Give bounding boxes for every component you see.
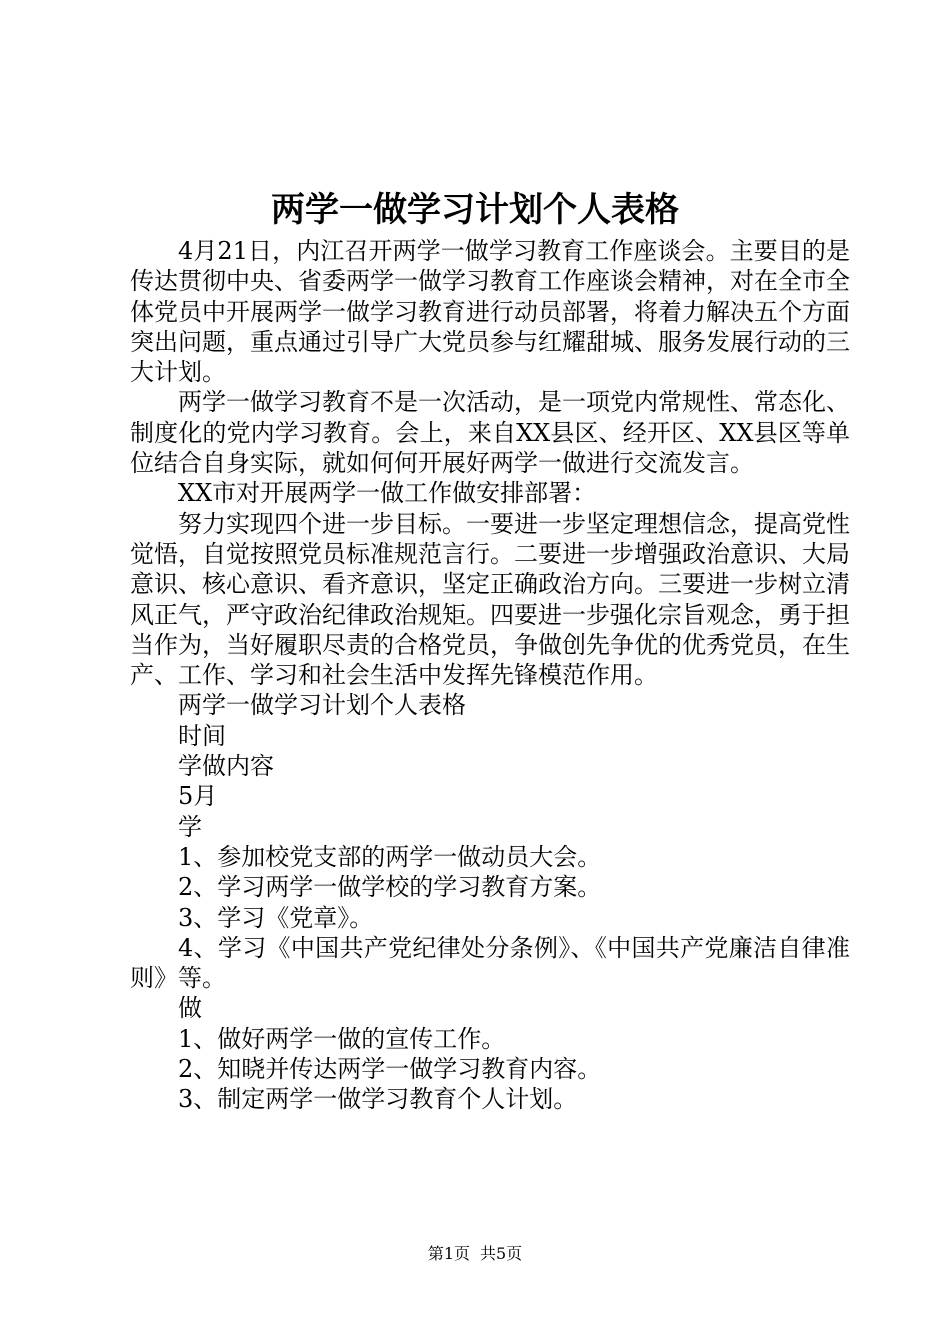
study-item: 4、学习《中国共产党纪律处分条例》、《中国共产党廉洁自律准则》等。 (130, 933, 850, 993)
do-item: 3、制定两学一做学习教育个人计划。 (178, 1085, 578, 1114)
do-label: 做 (178, 994, 202, 1023)
paragraph-goals: 努力实现四个进一步目标。一要进一步坚定理想信念，提高党性觉悟，自觉按照党员标准规范言行。二要进一步增强政治意识、大局意识、核心意识、看齐意识，坚定正确政治方向。三要进一步树立清风正气，严守政治纪律政治规矩。四要进一步强化宗旨观念，勇于担当作为，当好履职尽责的合格党员，争做创先争优的优秀党员，在生产、工作、学习和社会生活中发挥先锋模范作用。 (130, 509, 850, 690)
page-number: 第1页 (427, 1244, 470, 1263)
header-time: 时间 (178, 721, 226, 750)
study-item: 3、学习《党章》。 (178, 903, 374, 932)
do-item: 2、知晓并传达两学一做学习教育内容。 (178, 1055, 602, 1084)
table-title: 两学一做学习计划个人表格 (178, 691, 466, 720)
study-label: 学 (178, 812, 202, 841)
paragraph-meeting: 4月21日，内江召开两学一做学习教育工作座谈会。主要目的是传达贯彻中央、省委两学一做学习教育工作座谈会精神，对在全市全体党员中开展两学一做学习教育进行动员部署，将着力解决五个方面突出问题，重点通过引导广大党员参与红耀甜城、服务发展行动的三大计划。 (130, 237, 850, 387)
header-content: 学做内容 (178, 752, 274, 781)
page-title: 两学一做学习计划个人表格 (271, 190, 679, 230)
do-item: 1、做好两学一做的宣传工作。 (178, 1024, 506, 1053)
page-total: 共5页 (480, 1244, 523, 1263)
document-body (130, 236, 850, 1115)
paragraph-education: 两学一做学习教育不是一次活动，是一项党内常规性、常态化、制度化的党内学习教育。会上，来自XX县区、经开区、XX县区等单位结合自身实际，就如何何开展好两学一做进行交流发言。 (130, 388, 850, 478)
study-item: 2、学习两学一做学校的学习教育方案。 (178, 873, 602, 902)
month-label: 5月 (178, 782, 218, 811)
paragraph-deployment: XX市对开展两学一做工作做安排部署： (178, 479, 597, 508)
study-item: 1、参加校党支部的两学一做动员大会。 (178, 842, 602, 871)
page-footer (0, 1243, 950, 1265)
